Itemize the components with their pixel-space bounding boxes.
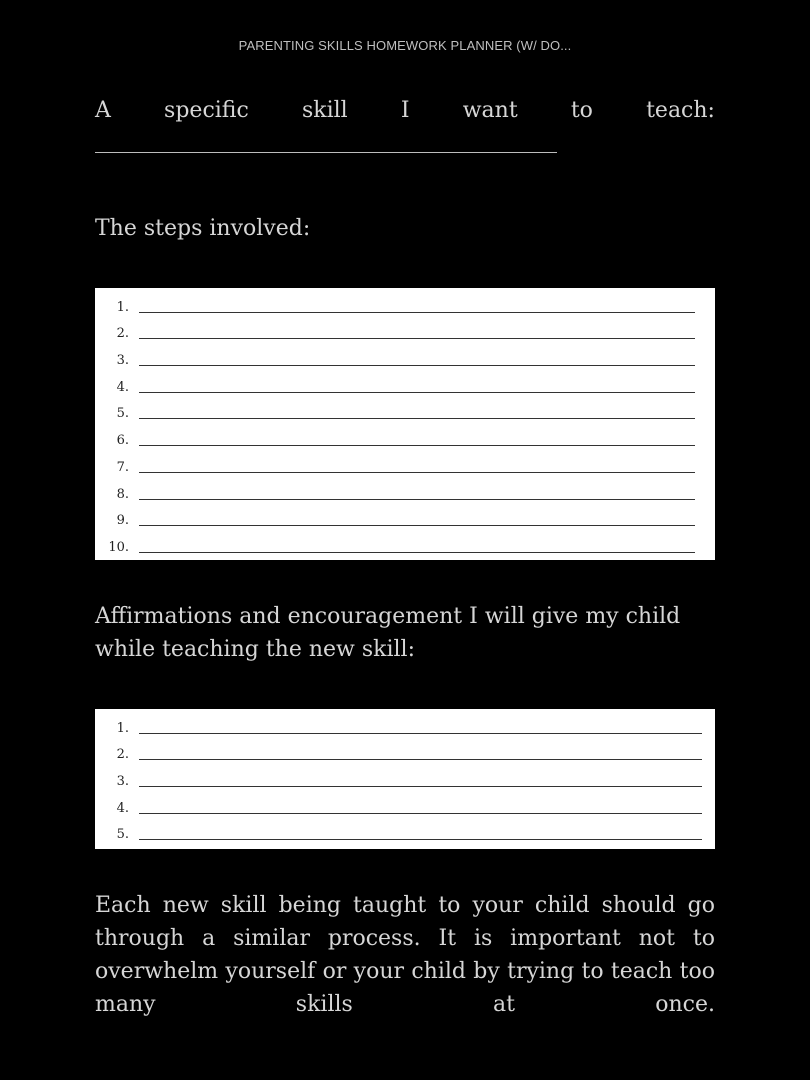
write-line xyxy=(139,499,695,500)
prompt-word: specific xyxy=(164,98,249,123)
write-line xyxy=(139,813,702,814)
prompt-word: to xyxy=(570,98,593,123)
steps-heading: The steps involved: xyxy=(95,216,311,241)
write-line xyxy=(139,552,695,553)
step-number: 5. xyxy=(116,406,129,422)
prompt-word: I xyxy=(400,98,410,123)
step-row xyxy=(103,373,695,400)
affirmation-number: 2. xyxy=(116,747,129,763)
skill-answer-blank xyxy=(95,152,557,153)
step-row xyxy=(103,293,695,320)
write-line xyxy=(139,418,695,419)
write-line xyxy=(139,839,702,840)
step-number: 9. xyxy=(116,513,129,529)
book-title-header: PARENTING SKILLS HOMEWORK PLANNER (W/ DO... xyxy=(238,38,572,53)
affirmation-row xyxy=(103,821,702,848)
write-line xyxy=(139,525,695,526)
prompt-word: A xyxy=(95,98,111,123)
affirmation-number: 4. xyxy=(116,800,129,816)
write-line xyxy=(139,365,695,366)
write-line xyxy=(139,445,695,446)
step-row xyxy=(103,426,695,453)
steps-worksheet xyxy=(95,288,715,560)
step-number: 2. xyxy=(116,326,129,342)
step-number: 3. xyxy=(116,353,129,369)
prompt-word: teach: xyxy=(646,98,715,123)
write-line xyxy=(139,759,702,760)
affirmations-worksheet xyxy=(95,709,715,849)
affirmation-row xyxy=(103,741,702,768)
skill-prompt xyxy=(95,95,715,127)
affirmation-number: 1. xyxy=(116,720,129,736)
write-line xyxy=(139,472,695,473)
affirmations-heading: Affirmations and encouragement I will give my child while teaching the new skill: xyxy=(95,604,681,662)
write-line xyxy=(139,392,695,393)
prompt-word: skill xyxy=(301,98,348,123)
write-line xyxy=(139,786,702,787)
step-row xyxy=(103,320,695,347)
step-row xyxy=(103,400,695,427)
affirmation-row xyxy=(103,714,702,741)
step-row xyxy=(103,453,695,480)
step-number: 7. xyxy=(116,459,129,475)
affirmation-row xyxy=(103,794,702,821)
step-row xyxy=(103,346,695,373)
closing-paragraph: Each new skill being taught to your child should go through a similar process. It is important not to overwhelm yourself or your child by trying to teach too many skills at once. xyxy=(95,893,715,1017)
write-line xyxy=(139,312,695,313)
step-row xyxy=(103,480,695,507)
step-number: 8. xyxy=(116,486,129,502)
write-line xyxy=(139,733,702,734)
step-number: 10. xyxy=(108,539,129,555)
step-number: 6. xyxy=(116,433,129,449)
step-row xyxy=(103,533,695,560)
affirmation-number: 5. xyxy=(116,827,129,843)
affirmation-row xyxy=(103,767,702,794)
affirmation-number: 3. xyxy=(116,774,129,790)
step-row xyxy=(103,507,695,534)
step-number: 4. xyxy=(116,379,129,395)
prompt-word: want xyxy=(462,98,518,123)
write-line xyxy=(139,338,695,339)
step-number: 1. xyxy=(116,299,129,315)
